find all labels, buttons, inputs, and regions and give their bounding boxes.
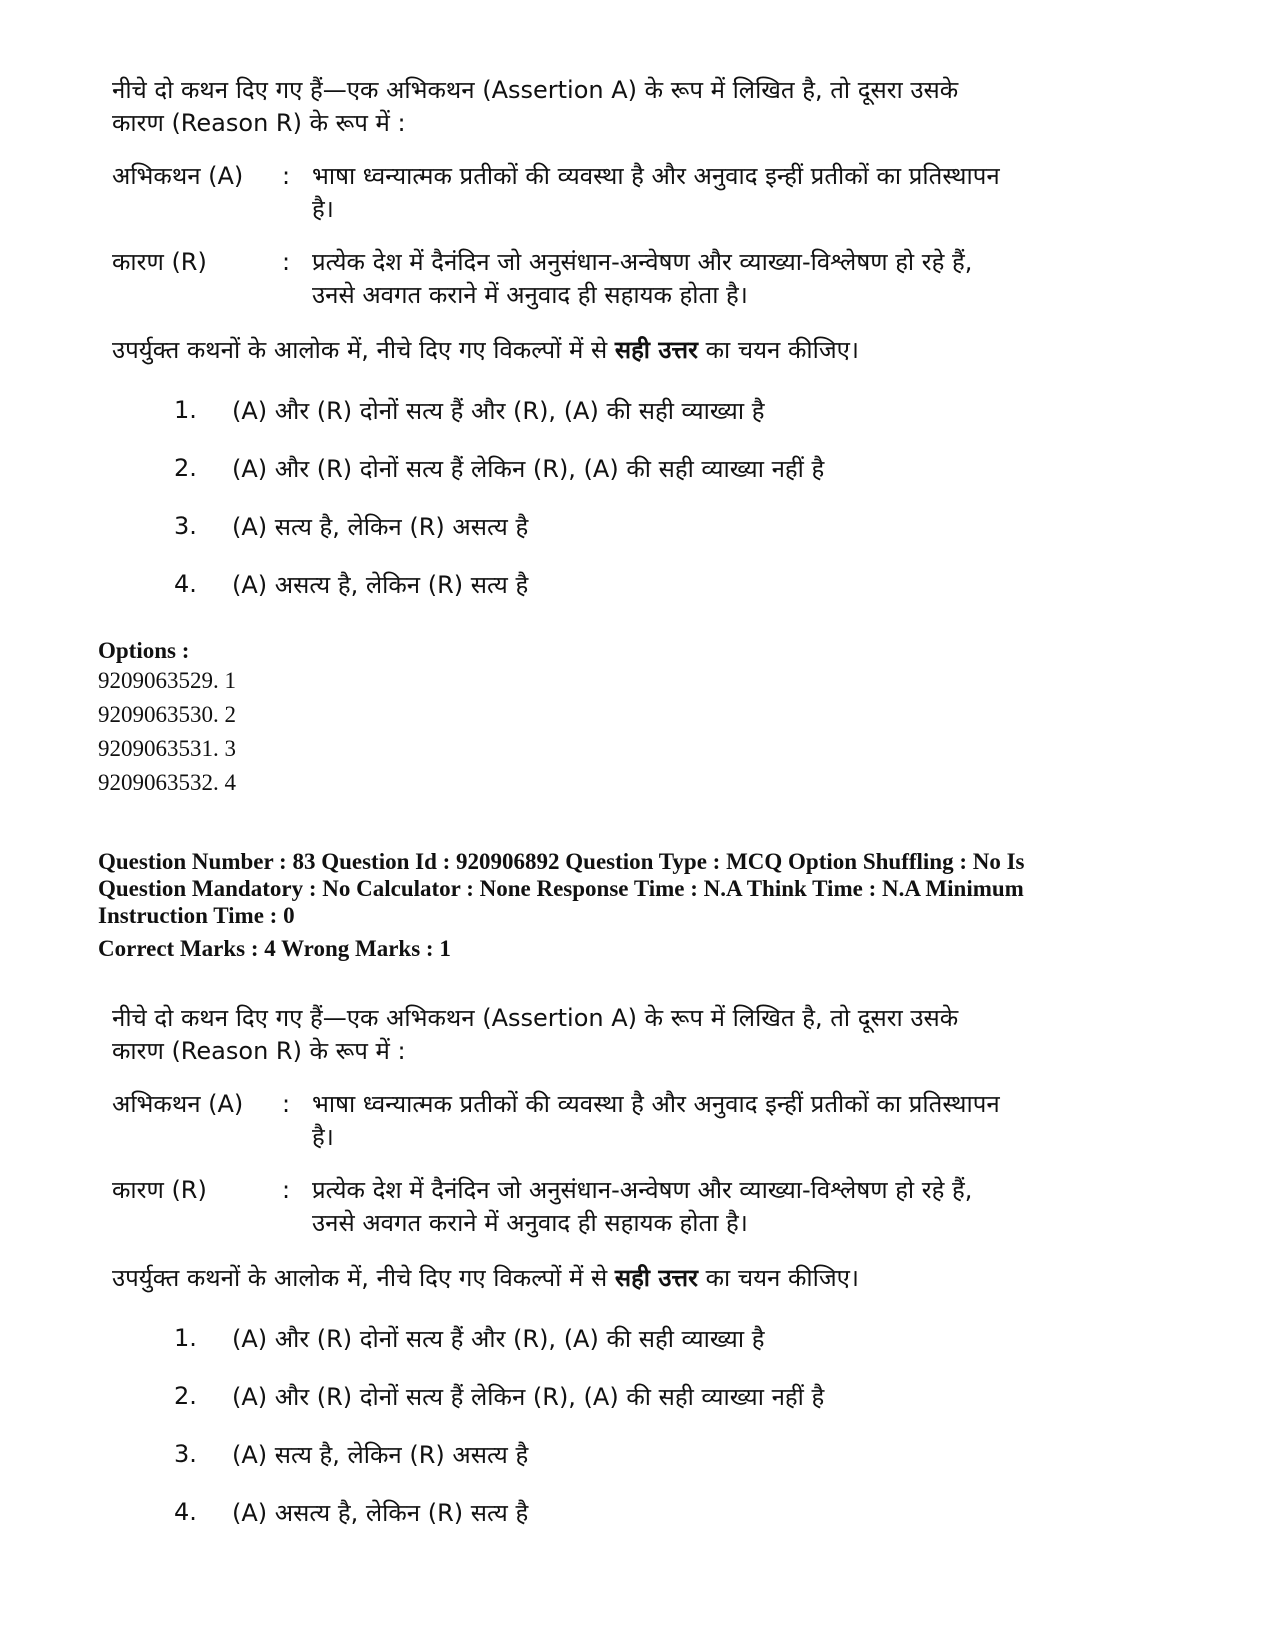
- choice-text: (A) और (R) दोनों सत्य हैं और (R), (A) की सही व्याख्या है: [232, 396, 765, 425]
- instruction-after: का चयन कीजिए।: [697, 336, 859, 364]
- question-intro: नीचे दो कथन दिए गए हैं—एक अभिकथन (Assertion A) के रूप में लिखित है, तो दूसरा उसके कारण (Reason R) के रूप में :: [112, 76, 959, 137]
- assertion-text: भाषा ध्वन्यात्मक प्रतीकों की व्यवस्था है और अनुवाद इन्हीं प्रतीकों का प्रतिस्थापन है।: [312, 162, 1000, 223]
- assertion-text: भाषा ध्वन्यात्मक प्रतीकों की व्यवस्था है और अनुवाद इन्हीं प्रतीकों का प्रतिस्थापन है।: [312, 1090, 1000, 1151]
- instruction: [112, 334, 1012, 367]
- instruction-before: उपर्युक्त कथनों के आलोक में, नीचे दिए गए विकल्पों में से: [112, 336, 615, 364]
- instruction-bold: सही उत्तर: [614, 1264, 698, 1292]
- instruction-after: का चयन कीजिए।: [697, 1264, 859, 1292]
- question-info: [98, 848, 1188, 962]
- option-id-item: 9209063530. 2: [98, 702, 236, 727]
- question-intro: नीचे दो कथन दिए गए हैं—एक अभिकथन (Assertion A) के रूप में लिखित है, तो दूसरा उसके कारण (Reason R) के रूप में :: [112, 1004, 959, 1065]
- instruction: [112, 1262, 1012, 1295]
- reason-label: कारण (R): [112, 248, 207, 276]
- assertion-label: अभिकथन (A): [112, 162, 244, 190]
- choice-number: 1.: [174, 1324, 197, 1352]
- choice-text: (A) असत्य है, लेकिन (R) सत्य है: [232, 570, 529, 599]
- choice-number: 2.: [174, 1382, 197, 1410]
- choice-item: [112, 1483, 1012, 1541]
- options-section: [98, 637, 1188, 800]
- reason-label: कारण (R): [112, 1176, 207, 1204]
- reason-colon: :: [282, 1176, 291, 1204]
- reason-row: [112, 246, 1012, 312]
- choice-text: (A) और (R) दोनों सत्य हैं और (R), (A) की सही व्याख्या है: [232, 1324, 765, 1353]
- assertion-row: [112, 160, 1012, 226]
- choice-text: (A) सत्य है, लेकिन (R) असत्य है: [232, 512, 529, 541]
- choice-item: [112, 1309, 1012, 1367]
- question-block-2: [112, 1002, 1012, 1541]
- assertion-colon: :: [282, 1090, 291, 1118]
- choice-item: [112, 555, 1012, 613]
- choice-text: (A) सत्य है, लेकिन (R) असत्य है: [232, 1440, 529, 1469]
- question-block-1: [112, 74, 1012, 613]
- choice-item: [112, 497, 1012, 555]
- question-info-line: Question Number : 83 Question Id : 920906892 Question Type : MCQ Option Shuffling : No Is: [98, 849, 1025, 874]
- choice-list: [112, 1309, 1012, 1541]
- choice-number: 3.: [174, 1440, 197, 1468]
- choice-number: 4.: [174, 570, 197, 598]
- option-id-item: 9209063531. 3: [98, 736, 236, 761]
- choice-list: [112, 381, 1012, 613]
- options-heading: Options :: [98, 638, 190, 663]
- choice-item: [112, 1425, 1012, 1483]
- choice-number: 1.: [174, 396, 197, 424]
- instruction-bold: सही उत्तर: [614, 336, 698, 364]
- instruction-before: उपर्युक्त कथनों के आलोक में, नीचे दिए गए विकल्पों में से: [112, 1264, 615, 1292]
- marks-line: Correct Marks : 4 Wrong Marks : 1: [98, 936, 451, 961]
- reason-text: प्रत्येक देश में दैनंदिन जो अनुसंधान-अन्वेषण और व्याख्या-विश्लेषण हो रहे हैं, उनसे अवगत कराने में अनुवाद ही सहायक होता है।: [312, 248, 973, 309]
- assertion-colon: :: [282, 162, 291, 190]
- choice-number: 3.: [174, 512, 197, 540]
- choice-number: 2.: [174, 454, 197, 482]
- reason-row: [112, 1174, 1012, 1240]
- option-id-item: 9209063529. 1: [98, 668, 236, 693]
- assertion-row: [112, 1088, 1012, 1154]
- reason-text: प्रत्येक देश में दैनंदिन जो अनुसंधान-अन्वेषण और व्याख्या-विश्लेषण हो रहे हैं, उनसे अवगत कराने में अनुवाद ही सहायक होता है।: [312, 1176, 973, 1237]
- choice-item: [112, 381, 1012, 439]
- reason-colon: :: [282, 248, 291, 276]
- choice-item: [112, 439, 1012, 497]
- choice-number: 4.: [174, 1498, 197, 1526]
- choice-item: [112, 1367, 1012, 1425]
- choice-text: (A) असत्य है, लेकिन (R) सत्य है: [232, 1498, 529, 1527]
- choice-text: (A) और (R) दोनों सत्य हैं लेकिन (R), (A) की सही व्याख्या नहीं है: [232, 1382, 825, 1411]
- option-id-item: 9209063532. 4: [98, 770, 236, 795]
- question-info-line: Question Mandatory : No Calculator : None Response Time : N.A Think Time : N.A Minimum: [98, 876, 1024, 901]
- question-info-line: Instruction Time : 0: [98, 903, 295, 928]
- assertion-label: अभिकथन (A): [112, 1090, 244, 1118]
- choice-text: (A) और (R) दोनों सत्य हैं लेकिन (R), (A) की सही व्याख्या नहीं है: [232, 454, 825, 483]
